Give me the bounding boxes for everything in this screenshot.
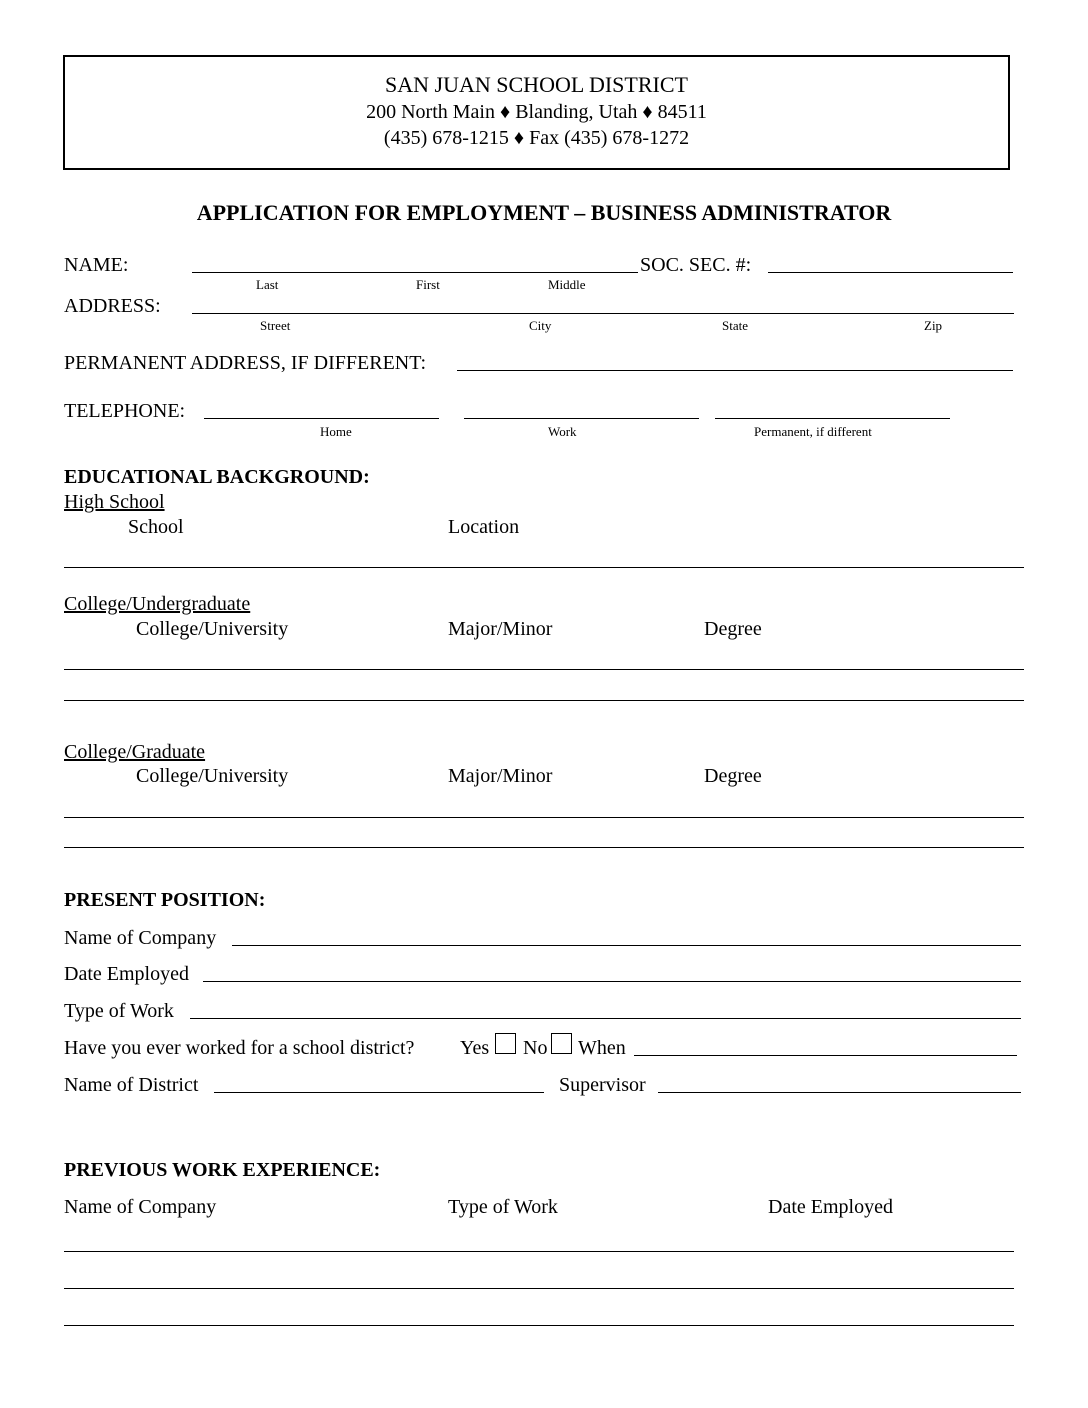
name-sub-middle: Middle (548, 277, 586, 292)
ssn-field[interactable] (768, 272, 1013, 273)
no-label: No (523, 1037, 548, 1059)
district-address: 200 North Main ♦ Blanding, Utah ♦ 84511 (366, 101, 707, 123)
address-sub-street: Street (260, 318, 291, 333)
telephone-sub-work: Work (548, 424, 577, 439)
address-field[interactable] (192, 313, 1014, 314)
permanent-address-label: PERMANENT ADDRESS, IF DIFFERENT: (64, 352, 427, 374)
address-sub-zip: Zip (924, 318, 943, 333)
undergrad-col-degree: Degree (704, 618, 762, 640)
district-phone: (435) 678-1215 ♦ Fax (435) 678-1272 (383, 127, 690, 149)
when-label: When (578, 1037, 626, 1059)
undergrad-line-2[interactable] (64, 700, 1024, 701)
present-company-label: Name of Company (64, 927, 217, 949)
yes-checkbox[interactable] (495, 1033, 516, 1054)
graduate-line-2[interactable] (64, 847, 1024, 848)
high-school-col-location: Location (448, 516, 520, 538)
graduate-col-degree: Degree (704, 765, 762, 787)
previous-line-1[interactable] (64, 1251, 1014, 1252)
yes-label: Yes (460, 1037, 490, 1059)
undergrad-col-major: Major/Minor (448, 618, 553, 640)
name-sub-last: Last (256, 277, 279, 292)
address-sub-state: State (722, 318, 748, 333)
name-label: NAME: (64, 254, 129, 276)
previous-work-heading: PREVIOUS WORK EXPERIENCE: (64, 1159, 381, 1181)
undergrad-col-college: College/University (136, 618, 289, 640)
name-sub-first: First (416, 277, 440, 292)
education-heading: EDUCATIONAL BACKGROUND: (64, 466, 370, 488)
present-position-heading: PRESENT POSITION: (64, 889, 266, 911)
ssn-label: SOC. SEC. #: (640, 254, 752, 276)
school-district-question: Have you ever worked for a school district? (64, 1037, 415, 1059)
telephone-label: TELEPHONE: (64, 400, 186, 422)
previous-col-date: Date Employed (768, 1196, 893, 1218)
graduate-heading: College/Graduate (64, 741, 206, 763)
permanent-address-field[interactable] (457, 370, 1013, 371)
present-date-field[interactable] (203, 981, 1021, 982)
undergrad-heading: College/Undergraduate (64, 593, 251, 615)
high-school-col-school: School (128, 516, 184, 538)
name-field[interactable] (192, 272, 638, 273)
present-type-label: Type of Work (64, 1000, 174, 1022)
supervisor-label: Supervisor (559, 1074, 646, 1096)
address-label: ADDRESS: (64, 295, 161, 317)
address-sub-city: City (529, 318, 552, 333)
previous-col-type: Type of Work (448, 1196, 558, 1218)
telephone-permanent-field[interactable] (715, 418, 950, 419)
district-name-field[interactable] (214, 1092, 544, 1093)
district-name: SAN JUAN SCHOOL DISTRICT (385, 72, 688, 97)
undergrad-line-1[interactable] (64, 669, 1024, 670)
district-name-label: Name of District (64, 1074, 199, 1096)
present-date-label: Date Employed (64, 963, 189, 985)
high-school-heading: High School (64, 491, 165, 513)
present-type-field[interactable] (190, 1018, 1021, 1019)
form-title: APPLICATION FOR EMPLOYMENT – BUSINESS ADMINISTRATOR (196, 200, 892, 225)
graduate-col-college: College/University (136, 765, 289, 787)
graduate-col-major: Major/Minor (448, 765, 553, 787)
graduate-line-1[interactable] (64, 817, 1024, 818)
previous-line-2[interactable] (64, 1288, 1014, 1289)
telephone-home-field[interactable] (204, 418, 439, 419)
telephone-sub-home: Home (320, 424, 352, 439)
telephone-work-field[interactable] (464, 418, 699, 419)
previous-col-company: Name of Company (64, 1196, 217, 1218)
present-company-field[interactable] (232, 945, 1021, 946)
telephone-sub-permanent: Permanent, if different (754, 424, 872, 439)
supervisor-field[interactable] (658, 1092, 1021, 1093)
high-school-line[interactable] (64, 567, 1024, 568)
previous-line-3[interactable] (64, 1325, 1014, 1326)
when-field[interactable] (634, 1055, 1017, 1056)
no-checkbox[interactable] (551, 1033, 572, 1054)
letterhead-box (63, 55, 1010, 170)
